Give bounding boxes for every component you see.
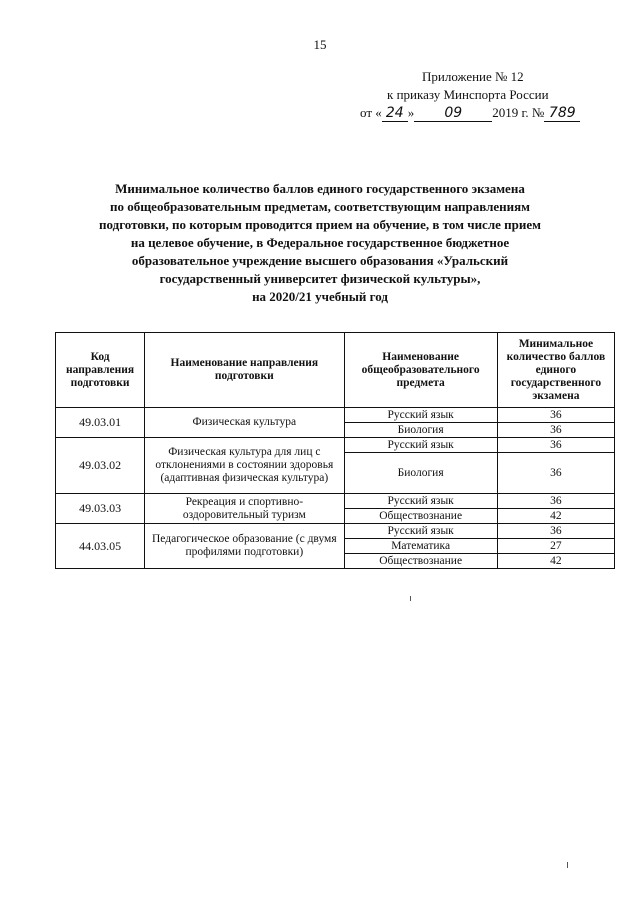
scores-table bbox=[55, 332, 615, 569]
direction-code: 49.03.02 bbox=[56, 438, 145, 494]
subject-name: Русский язык bbox=[344, 524, 497, 539]
table-row bbox=[56, 524, 615, 539]
table-row bbox=[56, 408, 615, 423]
header-code: Код направления подготовки bbox=[56, 333, 145, 408]
direction-code: 49.03.01 bbox=[56, 408, 145, 438]
table-header-row bbox=[56, 333, 615, 408]
subject-name: Биология bbox=[344, 453, 497, 494]
scan-speck bbox=[567, 862, 568, 868]
min-score: 36 bbox=[497, 494, 614, 509]
handwritten-day: 24 bbox=[382, 106, 408, 122]
min-score: 42 bbox=[497, 509, 614, 524]
date-mid: » bbox=[407, 105, 415, 120]
handwritten-order-number: 789 bbox=[544, 106, 580, 122]
table-row bbox=[56, 494, 615, 509]
appendix-block bbox=[360, 68, 610, 122]
min-score: 36 bbox=[497, 453, 614, 494]
subject-name: Русский язык bbox=[344, 438, 497, 453]
min-score: 36 bbox=[497, 524, 614, 539]
header-min-score: Минимальное количество баллов единого государственного экзамена bbox=[497, 333, 614, 408]
handwritten-month: 09 bbox=[414, 106, 492, 122]
subject-name: Математика bbox=[344, 539, 497, 554]
title-line: по общеобразовательным предметам, соответствующим направлениям bbox=[109, 199, 531, 214]
header-direction-name: Наименование направления подготовки bbox=[145, 333, 344, 408]
title-line: на 2020/21 учебный год bbox=[252, 289, 388, 304]
title-line: Минимальное количество баллов единого государственного экзамена bbox=[115, 181, 525, 196]
subject-name: Русский язык bbox=[344, 408, 497, 423]
table-row bbox=[56, 438, 615, 453]
subject-name: Биология bbox=[344, 423, 497, 438]
appendix-date-line bbox=[360, 104, 610, 122]
min-score: 42 bbox=[497, 554, 614, 569]
direction-name: Рекреация и спортивно-оздоровительный туризм bbox=[145, 494, 344, 524]
header-subject: Наименование общеобразовательного предмета bbox=[344, 333, 497, 408]
min-score: 36 bbox=[497, 423, 614, 438]
subject-name: Русский язык bbox=[344, 494, 497, 509]
direction-code: 49.03.03 bbox=[56, 494, 145, 524]
date-prefix: от « bbox=[360, 105, 382, 120]
page-number: 15 bbox=[313, 37, 327, 52]
min-score: 36 bbox=[497, 408, 614, 423]
direction-name: Физическая культура bbox=[145, 408, 344, 438]
title-line: на целевое обучение, в Федеральное государственное бюджетное bbox=[130, 235, 510, 250]
min-score: 27 bbox=[497, 539, 614, 554]
title-line: государственный университет физической культуры», bbox=[159, 271, 481, 286]
subject-name: Обществознание bbox=[344, 554, 497, 569]
direction-name: Педагогическое образование (с двумя профилями подготовки) bbox=[145, 524, 344, 569]
title-line: подготовки, по которым проводится прием на обучение, в том числе прием bbox=[99, 217, 541, 232]
direction-code: 44.03.05 bbox=[56, 524, 145, 569]
appendix-title: Приложение № 12 bbox=[422, 69, 524, 84]
min-score: 36 bbox=[497, 438, 614, 453]
subject-name: Обществознание bbox=[344, 509, 497, 524]
scan-speck bbox=[410, 596, 411, 601]
title-line: образовательное учреждение высшего образования «Уральский bbox=[131, 253, 509, 268]
appendix-order-ref: к приказу Минспорта России bbox=[387, 87, 549, 102]
year-text: 2019 г. № bbox=[492, 105, 545, 120]
direction-name: Физическая культура для лиц с отклонениями в состоянии здоровья (адаптивная физическая культура) bbox=[145, 438, 344, 494]
document-title bbox=[70, 180, 570, 306]
